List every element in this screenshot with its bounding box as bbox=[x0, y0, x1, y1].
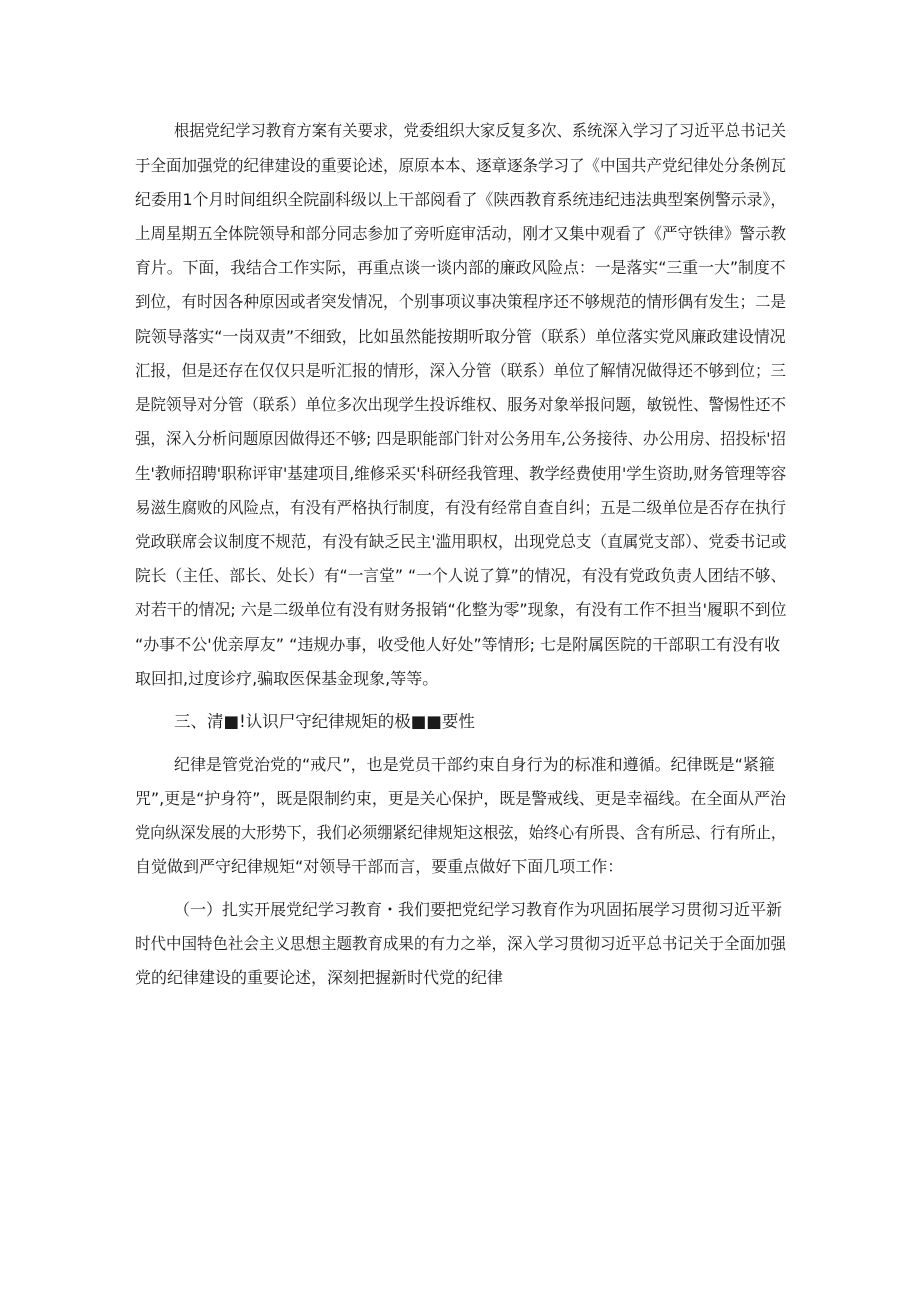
paragraph-3-line: 时代中国特色社会主义思想主题教育成果的有力之举，深入学习贯彻习近平总书记关于全面加强 bbox=[135, 934, 787, 953]
paragraph-1-line: 到位，有时因各种原因或者突发情况，个别事项议事决策程序还不够规范的情形偶有发生；二是 bbox=[135, 292, 787, 311]
paragraph-3-line: （一）扎实开展党纪学习教育・我们要把党纪学习教育作为巩固拓展学习贯彻习近平新 bbox=[174, 900, 783, 919]
paragraph-1-line: 育片。下面，我结合工作实际，再重点谈一谈内部的廉政风险点：一是落实“三重一大”制度不 bbox=[135, 258, 786, 277]
paragraph-1-line: 是院领导对分管（联系）单位多次出现学生投诉维权、服务对象举报问题，敏锐性、警惕性还不 bbox=[135, 395, 787, 414]
paragraph-2-line: 纪律是管党治党的“戒尺”，也是党员干部约束自身行为的标准和遵循。纪律既是“紧箍 bbox=[174, 755, 775, 774]
section-heading: 三、清■!认识尸守纪律规矩的极■■要性 bbox=[174, 712, 475, 731]
paragraph-1-line: 对若干的情况; 六是二级单位有没有财务报销“化整为零”现象，有没有工作不担当'履职不到位 bbox=[135, 600, 787, 619]
paragraph-1-line: 院领导落实“一岗双责”不细致，比如虽然能按期听取分管（联系）单位落实党风廉政建设情况 bbox=[135, 327, 786, 346]
paragraph-1-line: 强，深入分析问题原因做得还不够; 四是职能部门针对公务用车,公务接待、办公用房、招投标'招 bbox=[135, 429, 786, 448]
paragraph-2-line: 自觉做到严守纪律规矩“对领导干部而言，要重点做好下面几项工作： bbox=[135, 857, 624, 876]
paragraph-1-line: 党政联席会议制度不规范，有没有缺乏民主'滥用职权，出现党总支（直属党支部）、党委书记或 bbox=[135, 532, 787, 551]
paragraph-1-line: 生'教师招聘'职称评审'基建项目,维修采买'科研经我管理、教学经费使用'学生资助,财务管理等容 bbox=[135, 464, 787, 483]
paragraph-1-line: 上周星期五全体院领导和部分同志参加了旁听庭审活动，刚才又集中观看了《严守铁律》警示教 bbox=[135, 224, 787, 243]
paragraph-1-line: 取回扣,过度诊疗,骗取医保基金现象,等等。 bbox=[135, 669, 439, 688]
paragraph-1-line: 院长（主任、部长、处长）有“一言堂” “一个人说了算”的情况，有没有党政负责人团结不够、 bbox=[135, 566, 787, 585]
paragraph-1-line: 根据党纪学习教育方案有关要求，党委组织大家反复多次、系统深入学习了习近平总书记关 bbox=[174, 121, 787, 140]
paragraph-2-line: 咒”,更是“护身符”，既是限制约束，更是关心保护，既是警戒线、更是幸福线。在全面从严治 bbox=[135, 789, 786, 808]
paragraph-2-line: 党向纵深发展的大形势下，我们必须绷紧纪律规矩这根弦，始终心有所畏、含有所忌、行有所止， bbox=[135, 823, 787, 842]
paragraph-1-line: 易滋生腐败的风险点，有没有严格执行制度，有没有经常自查自纠；五是二级单位是否存在执行 bbox=[135, 498, 787, 517]
paragraph-1-line: 于全面加强党的纪律建设的重要论述，原原本本、逐章逐条学习了《中国共产党纪律处分条例瓦 bbox=[135, 156, 787, 175]
paragraph-1-line: 纪委用1个月时间组织全院副科级以上干部阅看了《陕西教育系统违纪违法典型案例警示录》， bbox=[135, 190, 787, 209]
paragraph-1-line: “办事不公'优亲厚友” “违规办事，收受他人好处”等情形; 七是附属医院的干部职工有没有收 bbox=[135, 635, 781, 654]
paragraph-1-line: 汇报，但是还存在仅仅只是听汇报的情形，深入分管（联系）单位了解情况做得还不够到位；三 bbox=[135, 361, 787, 380]
paragraph-3-line: 党的纪律建设的重要论述，深刻把握新时代党的纪律 bbox=[135, 968, 504, 987]
